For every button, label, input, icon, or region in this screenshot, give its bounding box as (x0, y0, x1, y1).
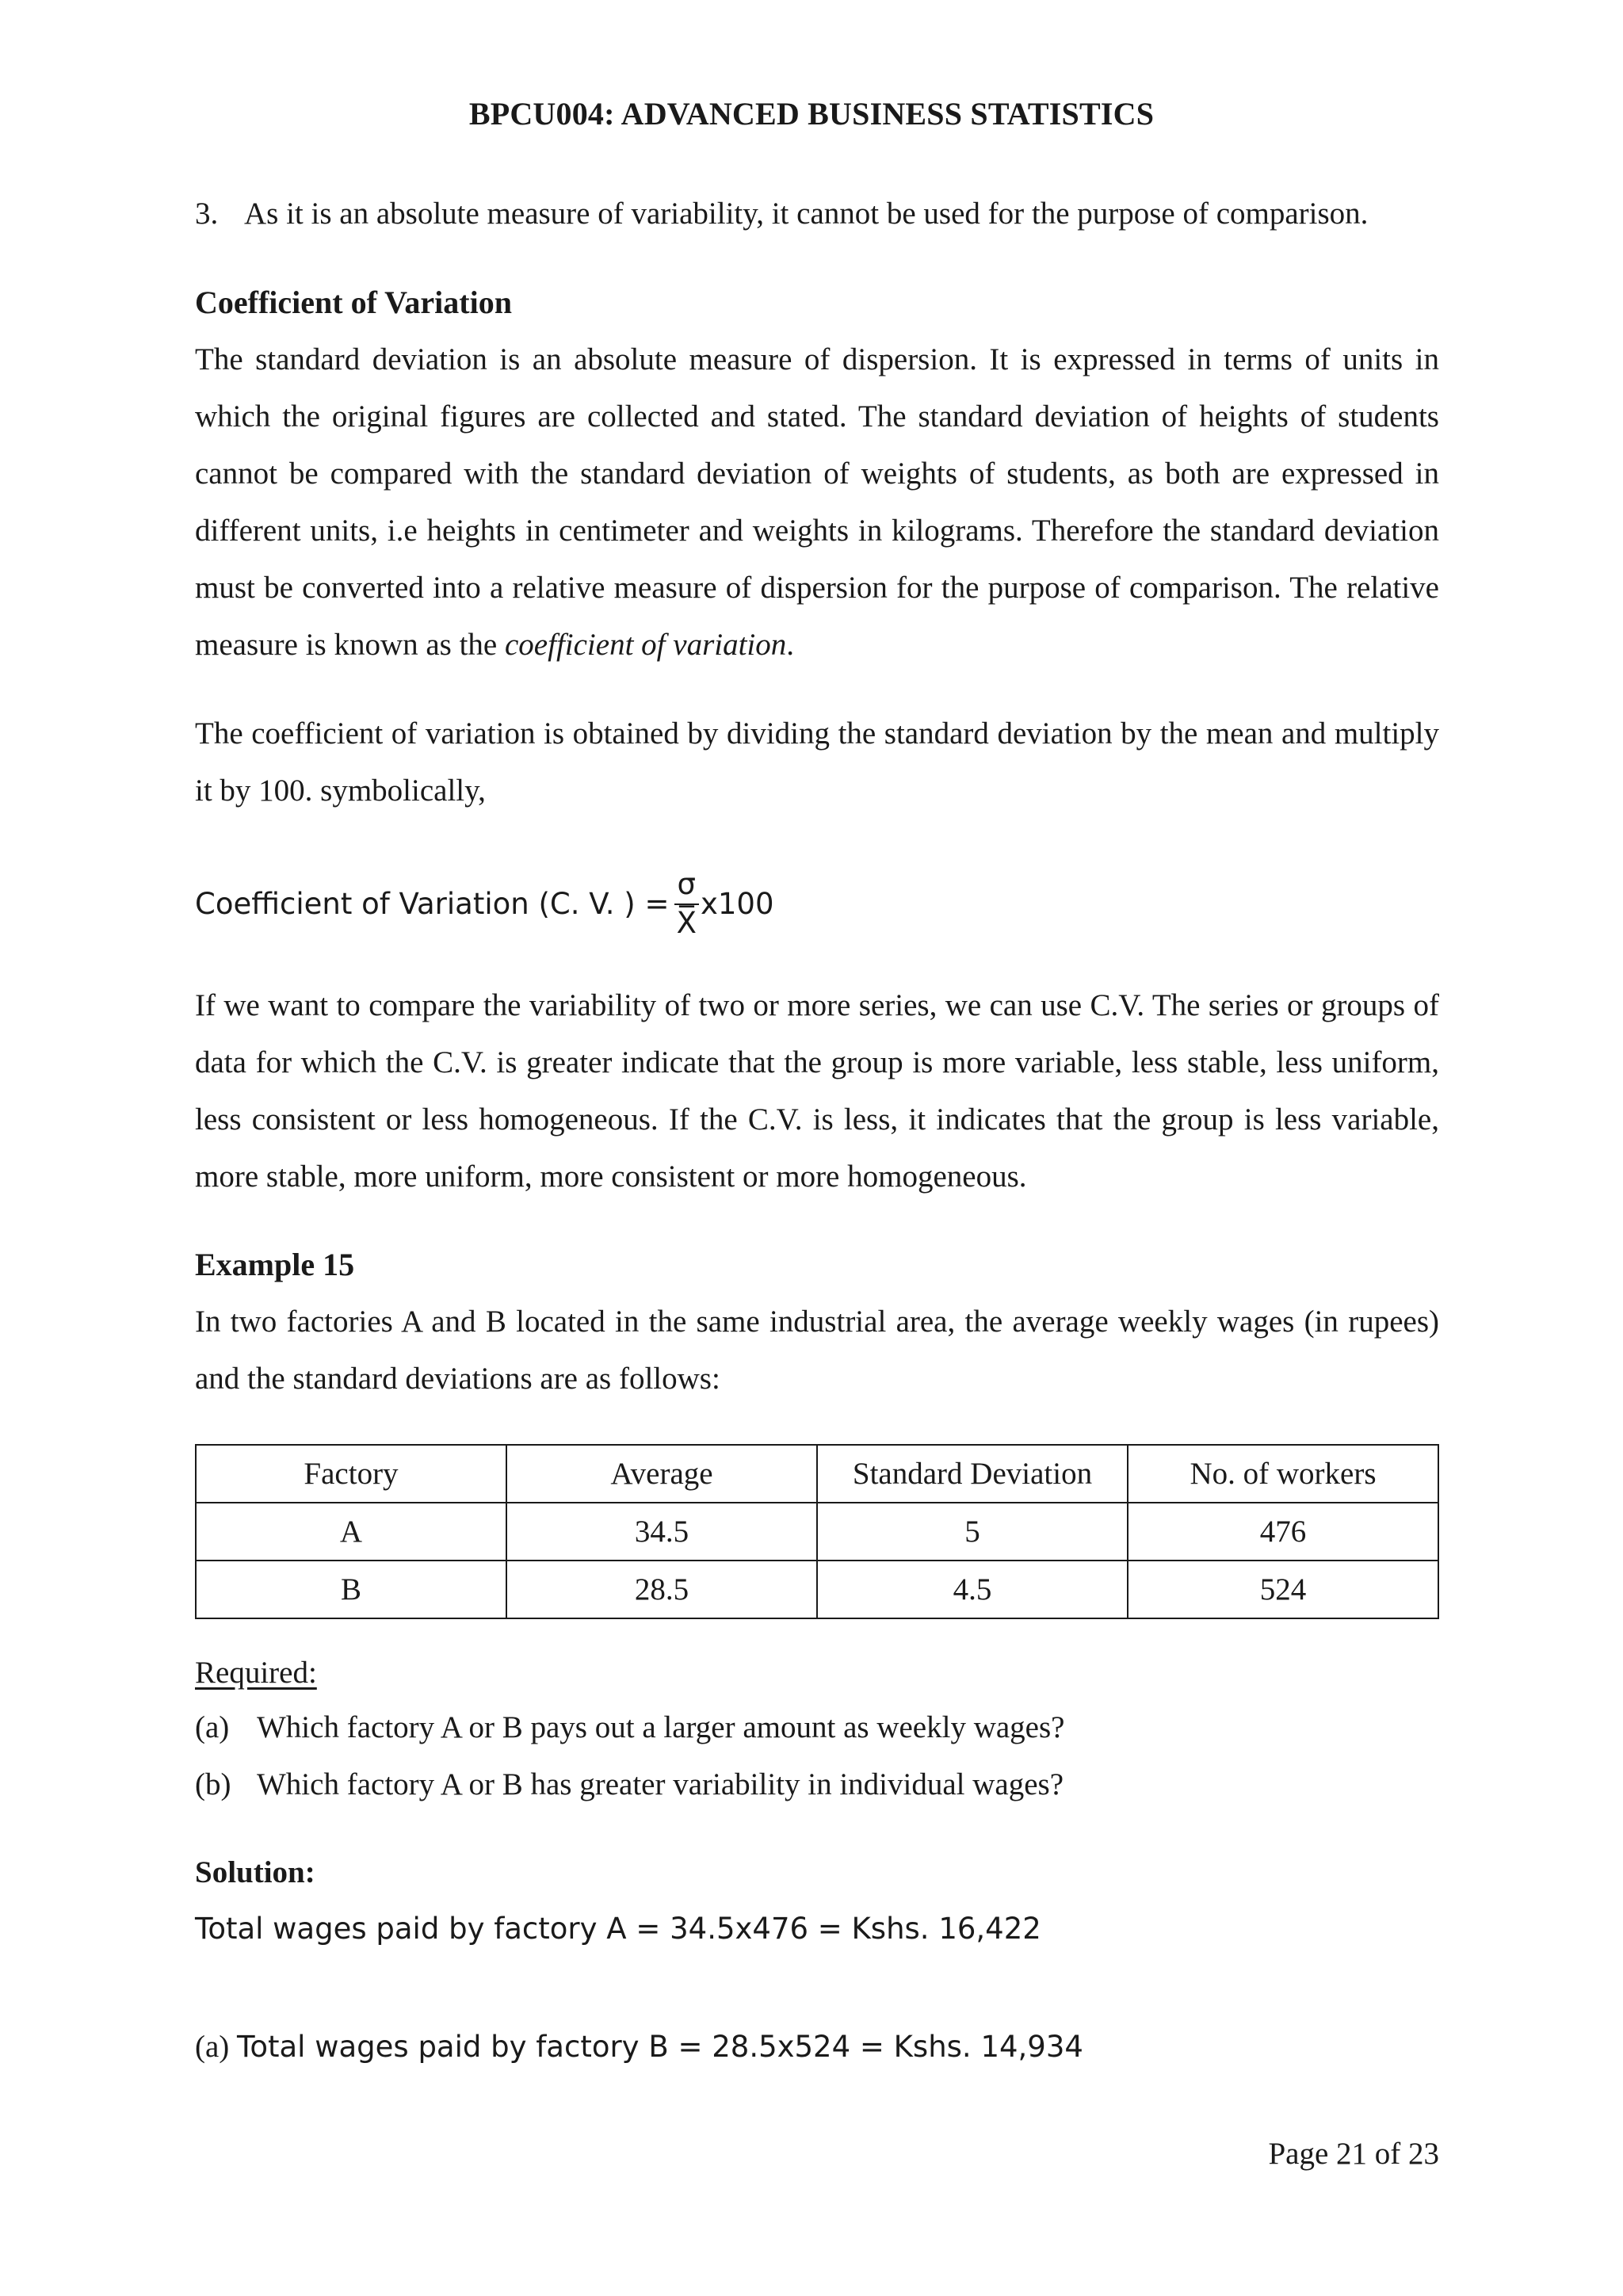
table-cell: 524 (1128, 1561, 1438, 1618)
document-header: BPCU004: ADVANCED BUSINESS STATISTICS (468, 96, 1155, 132)
table-cell: 476 (1128, 1503, 1438, 1561)
question-b (195, 1761, 1064, 1809)
formula-lhs: Coefficient of Variation (C. V. ) = (195, 886, 670, 921)
point-number: 3. (195, 197, 219, 231)
solution-heading: Solution: (195, 1855, 315, 1889)
page-number: Page 21 of 23 (1268, 2137, 1439, 2171)
cv-paragraph-1 (195, 331, 1439, 674)
solution-line-2-text: Total wages paid by factory B = 28.5x524 = Kshs. 14,934 (237, 2030, 1083, 2064)
table-header-cell: Average (506, 1445, 817, 1503)
example-intro: In two factories A and B located in the same industrial area, the average weekly wages (in rupees) and the standard deviations are as follows: (195, 1305, 1439, 1396)
question-label: (a) (195, 1710, 230, 1744)
cv-paragraph-1-text: The standard deviation is an absolute measure of dispersion. It is expressed in terms of units in which the original figures are collected and stated. The standard deviation of heights of students cannot be compared with the standard deviation of weights of students, as both are expressed in different units, i.e heights in centimeter and weights in kilograms. Therefore the standard deviation must be converted into a relative measure of dispersion for the purpose of comparison. The relative measure is known as the (195, 342, 1439, 662)
solution-line-2-label: (a) (195, 2030, 238, 2064)
question-text: Which factory A or B pays out a larger amount as weekly wages? (257, 1710, 1065, 1744)
question-label: (b) (195, 1767, 231, 1801)
solution-line-1: Total wages paid by factory A = 34.5x476 = Kshs. 16,422 (195, 1912, 1041, 1946)
section-heading-cv: Coefficient of Variation (195, 285, 512, 320)
formula-numerator: σ (674, 869, 699, 905)
point-text: As it is an absolute measure of variability, it cannot be used for the purpose of comparison. (244, 197, 1369, 231)
table-cell: 28.5 (506, 1561, 817, 1618)
cv-paragraph-1-end: . (786, 628, 794, 662)
wages-table (195, 1444, 1439, 1619)
table-header-row (196, 1445, 1438, 1503)
cv-paragraph-3: If we want to compare the variability of two or more series, we can use C.V. The series or groups of data for which the C.V. is greater indicate that the group is more variable, less stable, less uniform, less consistent or less homogeneous. If the C.V. is less, it indicates that the group is less variable, more stable, more uniform, more consistent or more homogeneous. (195, 988, 1439, 1194)
example-heading: Example 15 (195, 1247, 355, 1282)
question-text: Which factory A or B has greater variability in individual wages? (257, 1767, 1064, 1801)
table-header-cell: Factory (196, 1445, 506, 1503)
cv-paragraph-2: The coefficient of variation is obtained by dividing the standard deviation by the mean and multiply it by 100. symbolically, (195, 716, 1439, 808)
table-header-cell: Standard Deviation (817, 1445, 1128, 1503)
numbered-point-3 (195, 190, 1447, 238)
question-a (195, 1704, 1064, 1752)
table-cell: B (196, 1561, 506, 1618)
table-cell: 4.5 (817, 1561, 1128, 1618)
table-header-cell: No. of workers (1128, 1445, 1438, 1503)
formula-denominator: X̅ (676, 906, 697, 940)
solution-line-2 (195, 2029, 1083, 2065)
table-row (196, 1561, 1438, 1618)
cv-term-italic: coefficient of variation (505, 628, 787, 662)
required-label: Required: (195, 1656, 317, 1690)
table-cell: 5 (817, 1503, 1128, 1561)
table-row (196, 1503, 1438, 1561)
formula-fraction (674, 869, 699, 938)
table-cell: A (196, 1503, 506, 1561)
table-cell: 34.5 (506, 1503, 817, 1561)
cv-formula (195, 856, 774, 951)
formula-multiplier: x100 (700, 886, 774, 921)
